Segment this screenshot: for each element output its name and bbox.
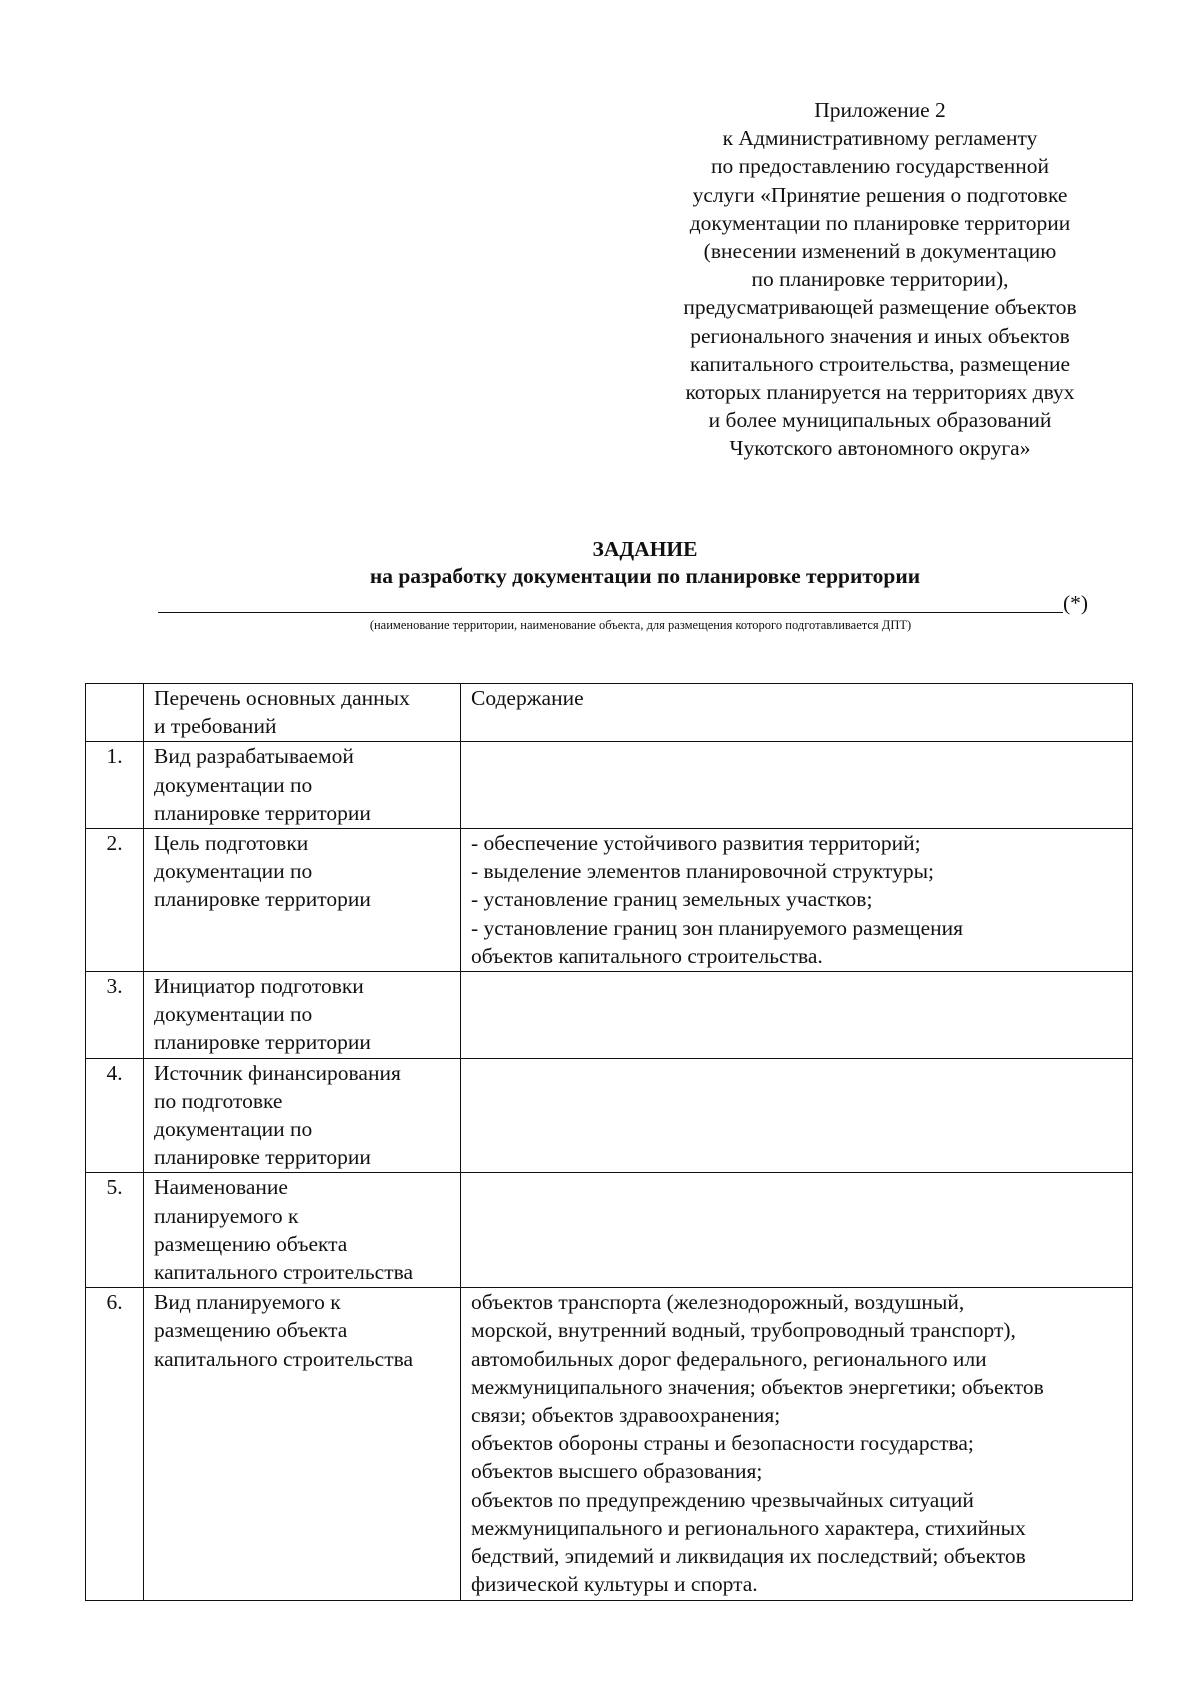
cell-line: размещению объекта	[154, 1318, 348, 1343]
row-content-cell	[461, 1058, 1133, 1173]
row-content-cell	[461, 1288, 1133, 1600]
table-row	[86, 1058, 1133, 1173]
table-row	[86, 972, 1133, 1059]
cell-line: Наименование	[154, 1175, 288, 1200]
row-number: 1.	[86, 742, 144, 829]
requirements-table	[85, 683, 1133, 1601]
cell-line: объектов высшего образования;	[471, 1459, 763, 1484]
table-row	[86, 1288, 1133, 1600]
cell-line: размещению объекта	[154, 1231, 348, 1256]
cell-line: объектов капитального строительства.	[471, 943, 823, 968]
row-name-cell	[144, 742, 461, 829]
appendix-line: к Административному регламенту	[722, 126, 1038, 151]
row-number: 5.	[86, 1173, 144, 1288]
cell-line: физической культуры и спорта.	[471, 1572, 758, 1597]
cell-line: - выделение элементов планировочной структуры;	[471, 859, 935, 884]
cell-line: и требований	[154, 714, 277, 739]
row-content-cell	[461, 829, 1133, 972]
appendix-line: по предоставлению государственной	[711, 154, 1049, 179]
appendix-line: (внесении изменений в документацию	[703, 239, 1057, 264]
row-number: 4.	[86, 1058, 144, 1173]
appendix-block	[640, 96, 1120, 463]
row-content-cell	[461, 1173, 1133, 1288]
document-title: ЗАДАНИЕ	[592, 537, 698, 561]
cell-line: планировке территории	[154, 1030, 371, 1055]
row-name-cell	[144, 1173, 461, 1288]
appendix-line: которых планируется на территориях двух	[685, 380, 1075, 405]
appendix-line: предусматривающей размещение объектов	[683, 295, 1077, 320]
cell-line: документации по	[154, 1117, 313, 1142]
row-name-cell	[144, 1288, 461, 1600]
cell-line: капитального строительства	[154, 1346, 414, 1371]
row-name-cell	[144, 829, 461, 972]
cell-line: Вид планируемого к	[154, 1290, 341, 1315]
cell-line: объектов транспорта (железнодорожный, воздушный,	[471, 1290, 965, 1315]
cell-line: бедствий, эпидемий и ликвидация их последствий; объектов	[471, 1544, 1026, 1569]
cell-line: межмуниципального и регионального характера, стихийных	[471, 1515, 1026, 1540]
cell-line: Цель подготовки	[154, 831, 309, 856]
header-content-cell	[461, 684, 1133, 742]
table-header-row	[86, 684, 1133, 742]
cell-line: Содержание	[471, 686, 584, 710]
header-num-cell	[86, 684, 144, 742]
cell-line: планировке территории	[154, 800, 371, 825]
cell-line: - установление границ зон планируемого размещения	[471, 915, 964, 940]
cell-line: планировке территории	[154, 887, 371, 912]
cell-line: Вид разрабатываемой	[154, 744, 354, 769]
cell-line: планировке территории	[154, 1145, 371, 1170]
table-row	[86, 1173, 1133, 1288]
cell-line: объектов обороны страны и безопасности государства;	[471, 1431, 974, 1456]
row-name-cell	[144, 972, 461, 1059]
appendix-line: и более муниципальных образований	[708, 408, 1052, 433]
cell-line: - обеспечение устойчивого развития территорий;	[471, 831, 921, 856]
appendix-line: услуги «Принятие решения о подготовке	[692, 182, 1068, 207]
cell-line: планируемого к	[154, 1203, 299, 1228]
appendix-line: Приложение 2	[814, 98, 946, 122]
cell-line: Перечень основных данных	[154, 686, 410, 710]
appendix-line: капитального строительства, размещение	[689, 351, 1071, 376]
cell-line: объектов по предупреждению чрезвычайных ситуаций	[471, 1487, 974, 1512]
row-number: 2.	[86, 829, 144, 972]
row-name-cell	[144, 1058, 461, 1173]
cell-line: капитального строительства	[154, 1260, 414, 1285]
cell-line: документации по	[154, 1002, 313, 1027]
cell-line: Источник финансирования	[154, 1060, 401, 1085]
cell-line: автомобильных дорог федерального, регионального или	[471, 1346, 987, 1371]
header-name-cell	[144, 684, 461, 742]
fill-line-caption: (наименование территории, наименование объекта, для размещения которого подготавливается ДПТ)	[369, 618, 912, 632]
row-content-cell	[461, 742, 1133, 829]
territory-fill-line	[158, 612, 1063, 613]
appendix-line: по планировке территории),	[751, 267, 1009, 292]
cell-line: Инициатор подготовки	[154, 974, 364, 999]
cell-line: связи; объектов здравоохранения;	[471, 1403, 781, 1428]
cell-line: документации по	[154, 772, 313, 797]
appendix-line: регионального значения и иных объектов	[690, 323, 1070, 348]
document-subtitle: на разработку документации по планировке территории	[369, 564, 921, 588]
cell-line: морской, внутренний водный, трубопроводный транспорт),	[471, 1318, 1016, 1343]
row-number: 3.	[86, 972, 144, 1059]
cell-line: по подготовке	[154, 1088, 283, 1113]
appendix-line: Чукотского автономного округа»	[729, 436, 1031, 461]
cell-line: межмуниципального значения; объектов энергетики; объектов	[471, 1374, 1044, 1399]
table-row	[86, 829, 1133, 972]
cell-line: - установление границ земельных участков;	[471, 887, 873, 912]
appendix-line: документации по планировке территории	[689, 210, 1071, 235]
table-row	[86, 742, 1133, 829]
row-content-cell	[461, 972, 1133, 1059]
footnote-marker: (*)	[1063, 591, 1089, 615]
cell-line: документации по	[154, 859, 313, 884]
row-number: 6.	[86, 1288, 144, 1600]
